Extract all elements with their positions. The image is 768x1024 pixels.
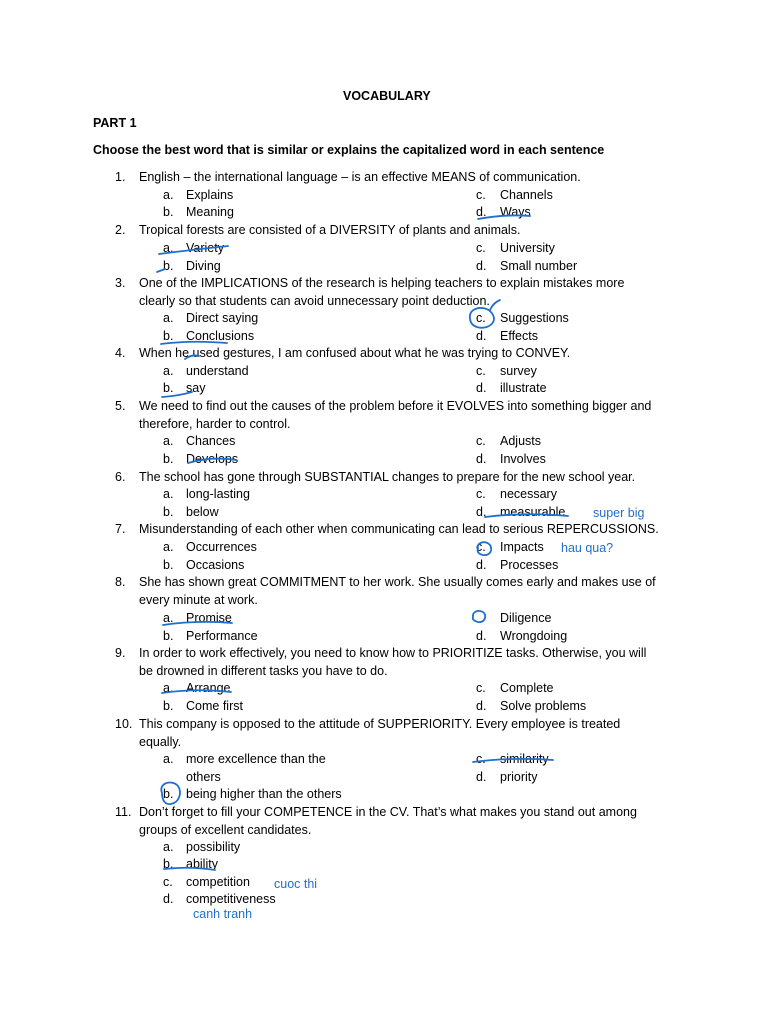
option-text: Adjusts xyxy=(500,434,541,448)
option-letter: b. xyxy=(163,699,174,713)
option-letter: a. xyxy=(163,487,174,501)
option-letter: d. xyxy=(163,892,174,906)
option-letter: d. xyxy=(476,205,487,219)
question-text-continued: every minute at work. xyxy=(139,593,258,607)
option-letter: c. xyxy=(476,752,486,766)
option-text: Occurrences xyxy=(186,540,257,554)
question-text: Misunderstanding of each other when communicating can lead to serious REPERCUSSIONS. xyxy=(139,522,659,536)
question-number: 10. xyxy=(115,717,133,731)
question-text: She has shown great COMMITMENT to her work. She usually comes early and makes use of xyxy=(139,575,656,589)
question-number: 11. xyxy=(115,805,132,819)
option-letter: c. xyxy=(476,434,486,448)
handwritten-note: hau qua? xyxy=(561,541,614,555)
question-text: The school has gone through SUBSTANTIAL changes to prepare for the new school year. xyxy=(139,470,636,484)
option-text: Arrange xyxy=(186,681,231,695)
option-text-continued: others xyxy=(186,770,221,784)
question-text-continued: clearly so that students can avoid unnecessary point deduction. xyxy=(139,294,490,308)
option-text: Small number xyxy=(500,259,578,273)
option-text: Ways xyxy=(500,205,531,219)
part-heading: PART 1 xyxy=(93,116,137,130)
option-letter: c. xyxy=(476,681,486,695)
option-text: Diligence xyxy=(500,611,552,625)
option-text: Diving xyxy=(186,259,221,273)
option-letter: a. xyxy=(163,752,174,766)
option-text: measurable xyxy=(500,505,566,519)
option-text: possibility xyxy=(186,840,241,854)
option-text: Conclusions xyxy=(186,329,255,343)
page-title: VOCABULARY xyxy=(343,89,431,103)
option-text: priority xyxy=(500,770,538,784)
option-letter: d. xyxy=(476,505,487,519)
option-text: say xyxy=(186,381,206,395)
option-text: survey xyxy=(500,364,537,378)
option-letter: d. xyxy=(476,259,487,273)
circle-mark xyxy=(473,611,485,622)
question-text: English – the international language – is an effective MEANS of communication. xyxy=(139,170,581,184)
option-text: being higher than the others xyxy=(186,787,342,801)
question-text: Don’t forget to fill your COMPETENCE in the CV. That’s what makes you stand out among xyxy=(139,805,637,819)
question-text: When he used gestures, I am confused about what he was trying to CONVEY. xyxy=(139,346,571,360)
option-letter: b. xyxy=(163,329,174,343)
option-text: Channels xyxy=(500,188,553,202)
option-letter: a. xyxy=(163,364,174,378)
handwritten-note: canh tranh xyxy=(193,907,253,921)
option-letter: b. xyxy=(163,857,174,871)
option-text: more excellence than the xyxy=(186,752,326,766)
option-text: understand xyxy=(186,364,249,378)
option-letter: a. xyxy=(163,188,174,202)
option-letter: b. xyxy=(163,787,174,801)
option-text: Impacts xyxy=(500,540,544,554)
option-letter: a. xyxy=(163,540,174,554)
question-text-continued: groups of excellent candidates. xyxy=(139,823,312,837)
option-letter: a. xyxy=(163,241,174,255)
option-text: Solve problems xyxy=(500,699,587,713)
option-letter: b. xyxy=(163,629,174,643)
option-text: Variety xyxy=(186,241,224,255)
option-text: Develops xyxy=(186,452,239,466)
option-text: Complete xyxy=(500,681,554,695)
option-text: Chances xyxy=(186,434,236,448)
option-letter: d. xyxy=(476,329,487,343)
handwritten-note: super big xyxy=(593,506,645,520)
option-letter: b. xyxy=(163,558,174,572)
question-number: 6. xyxy=(115,470,126,484)
option-text: Involves xyxy=(500,452,546,466)
option-text: Meaning xyxy=(186,205,234,219)
option-text: competition xyxy=(186,875,250,889)
option-text: Suggestions xyxy=(500,311,569,325)
option-text: Come first xyxy=(186,699,243,713)
option-text: Processes xyxy=(500,558,559,572)
question-text: One of the IMPLICATIONS of the research is helping teachers to explain mistakes more xyxy=(139,276,625,290)
option-text: University xyxy=(500,241,555,255)
option-letter: d. xyxy=(476,770,487,784)
question-number: 7. xyxy=(115,522,126,536)
option-letter: c. xyxy=(476,241,486,255)
option-letter: a. xyxy=(163,840,174,854)
question-text-continued: be drowned in different tasks you have to do. xyxy=(139,664,388,678)
option-text: Explains xyxy=(186,188,234,202)
question-text: This company is opposed to the attitude of SUPPERIORITY. Every employee is treated xyxy=(139,717,621,731)
question-number: 1. xyxy=(115,170,126,184)
option-text: Promise xyxy=(186,611,232,625)
option-letter: a. xyxy=(163,611,174,625)
question-number: 3. xyxy=(115,276,126,290)
option-letter: d. xyxy=(476,381,487,395)
option-letter: a. xyxy=(163,681,174,695)
option-text: below xyxy=(186,505,219,519)
question-text-continued: therefore, harder to control. xyxy=(139,417,291,431)
option-text: Direct saying xyxy=(186,311,259,325)
option-text: illustrate xyxy=(500,381,547,395)
option-text: ability xyxy=(186,857,218,871)
option-letter: c. xyxy=(476,188,486,202)
option-letter: a. xyxy=(163,434,174,448)
option-text: long-lasting xyxy=(186,487,250,501)
question-number: 8. xyxy=(115,575,126,589)
handwritten-note: cuoc thi xyxy=(274,877,318,891)
question-number: 5. xyxy=(115,399,126,413)
option-letter: d. xyxy=(476,452,487,466)
question-number: 4. xyxy=(115,346,126,360)
question-text-continued: equally. xyxy=(139,735,182,749)
check-mark xyxy=(490,300,500,310)
option-letter: b. xyxy=(163,205,174,219)
option-letter: d. xyxy=(476,699,487,713)
option-text: necessary xyxy=(500,487,557,501)
option-text: Wrongdoing xyxy=(500,629,568,643)
option-letter: c. xyxy=(476,540,486,554)
option-text: similarity xyxy=(500,752,549,766)
option-letter: b. xyxy=(163,381,174,395)
option-text: Performance xyxy=(186,629,258,643)
option-letter: c. xyxy=(163,875,173,889)
option-text: Effects xyxy=(500,329,538,343)
question-text: Tropical forests are consisted of a DIVERSITY of plants and animals. xyxy=(139,223,521,237)
option-letter: b. xyxy=(163,259,174,273)
option-letter: c. xyxy=(476,364,486,378)
option-letter: c. xyxy=(476,311,486,325)
option-letter: b. xyxy=(163,505,174,519)
option-text: Occasions xyxy=(186,558,245,572)
question-text: We need to find out the causes of the problem before it EVOLVES into something bigger and xyxy=(139,399,652,413)
question-number: 9. xyxy=(115,646,126,660)
question-number: 2. xyxy=(115,223,126,237)
option-text: competitiveness xyxy=(186,892,276,906)
option-letter: a. xyxy=(163,311,174,325)
option-letter: d. xyxy=(476,558,487,572)
option-letter: d. xyxy=(476,629,487,643)
option-letter: c. xyxy=(476,487,486,501)
instruction: Choose the best word that is similar or explains the capitalized word in each sentence xyxy=(93,143,605,157)
option-letter: b. xyxy=(163,452,174,466)
question-text: In order to work effectively, you need to know how to PRIORITIZE tasks. Otherwise, you will xyxy=(139,646,647,660)
